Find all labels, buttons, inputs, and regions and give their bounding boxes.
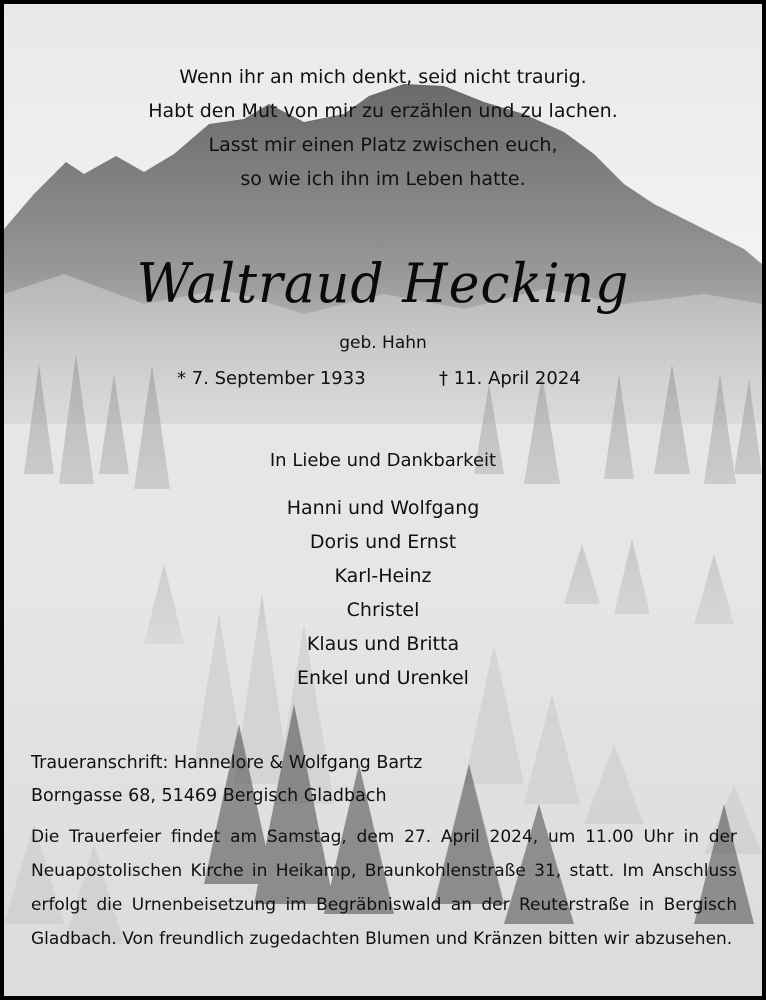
mourner-name: Klaus und Britta [306,633,460,655]
maiden-name: geb. Hahn [339,333,427,353]
poem-line: Habt den Mut von mir zu erzählen und zu lachen. [148,100,618,122]
address-line: Borngasse 68, 51469 Bergisch Gladbach [31,786,387,806]
mourner-name: Enkel und Urenkel [297,667,469,689]
address-line: Traueranschrift: Hannelore & Wolfgang Bartz [31,753,423,773]
mourner-name: Karl-Heinz [334,565,432,587]
mourner-name: Doris und Ernst [309,531,457,553]
obituary-content [4,4,762,996]
death-date: † 11. April 2024 [439,368,581,389]
birth-date: * 7. September 1933 [177,368,366,389]
mourning-address [31,747,422,813]
poem-line: so wie ich ihn im Leben hatte. [240,168,526,190]
poem-line: Lasst mir einen Platz zwischen euch, [208,134,558,156]
memorial-poem [4,60,762,196]
mourners-list [4,491,762,695]
mourner-name: Christel [346,599,420,621]
deceased-name: Waltraud Hecking [136,252,630,316]
funeral-service-notice: Die Trauerfeier findet am Samstag, dem 27. April 2024, um 11.00 Uhr in der Neuapostolischen Kirche in Heikamp, Braunkohlenstraße 31, statt. Im Anschluss erfolgt die Urnenbeisetzung im Begräbniswald an der Reuterstraße in Bergisch Gladbach. Von freundlich zugedachten Blumen und Kränzen bitten wir abzusehen. [31,827,737,949]
mourner-name: Hanni und Wolfgang [286,497,480,519]
poem-line: Wenn ihr an mich denkt, seid nicht traurig. [179,66,587,88]
mourners-intro: In Liebe und Dankbarkeit [269,450,497,471]
